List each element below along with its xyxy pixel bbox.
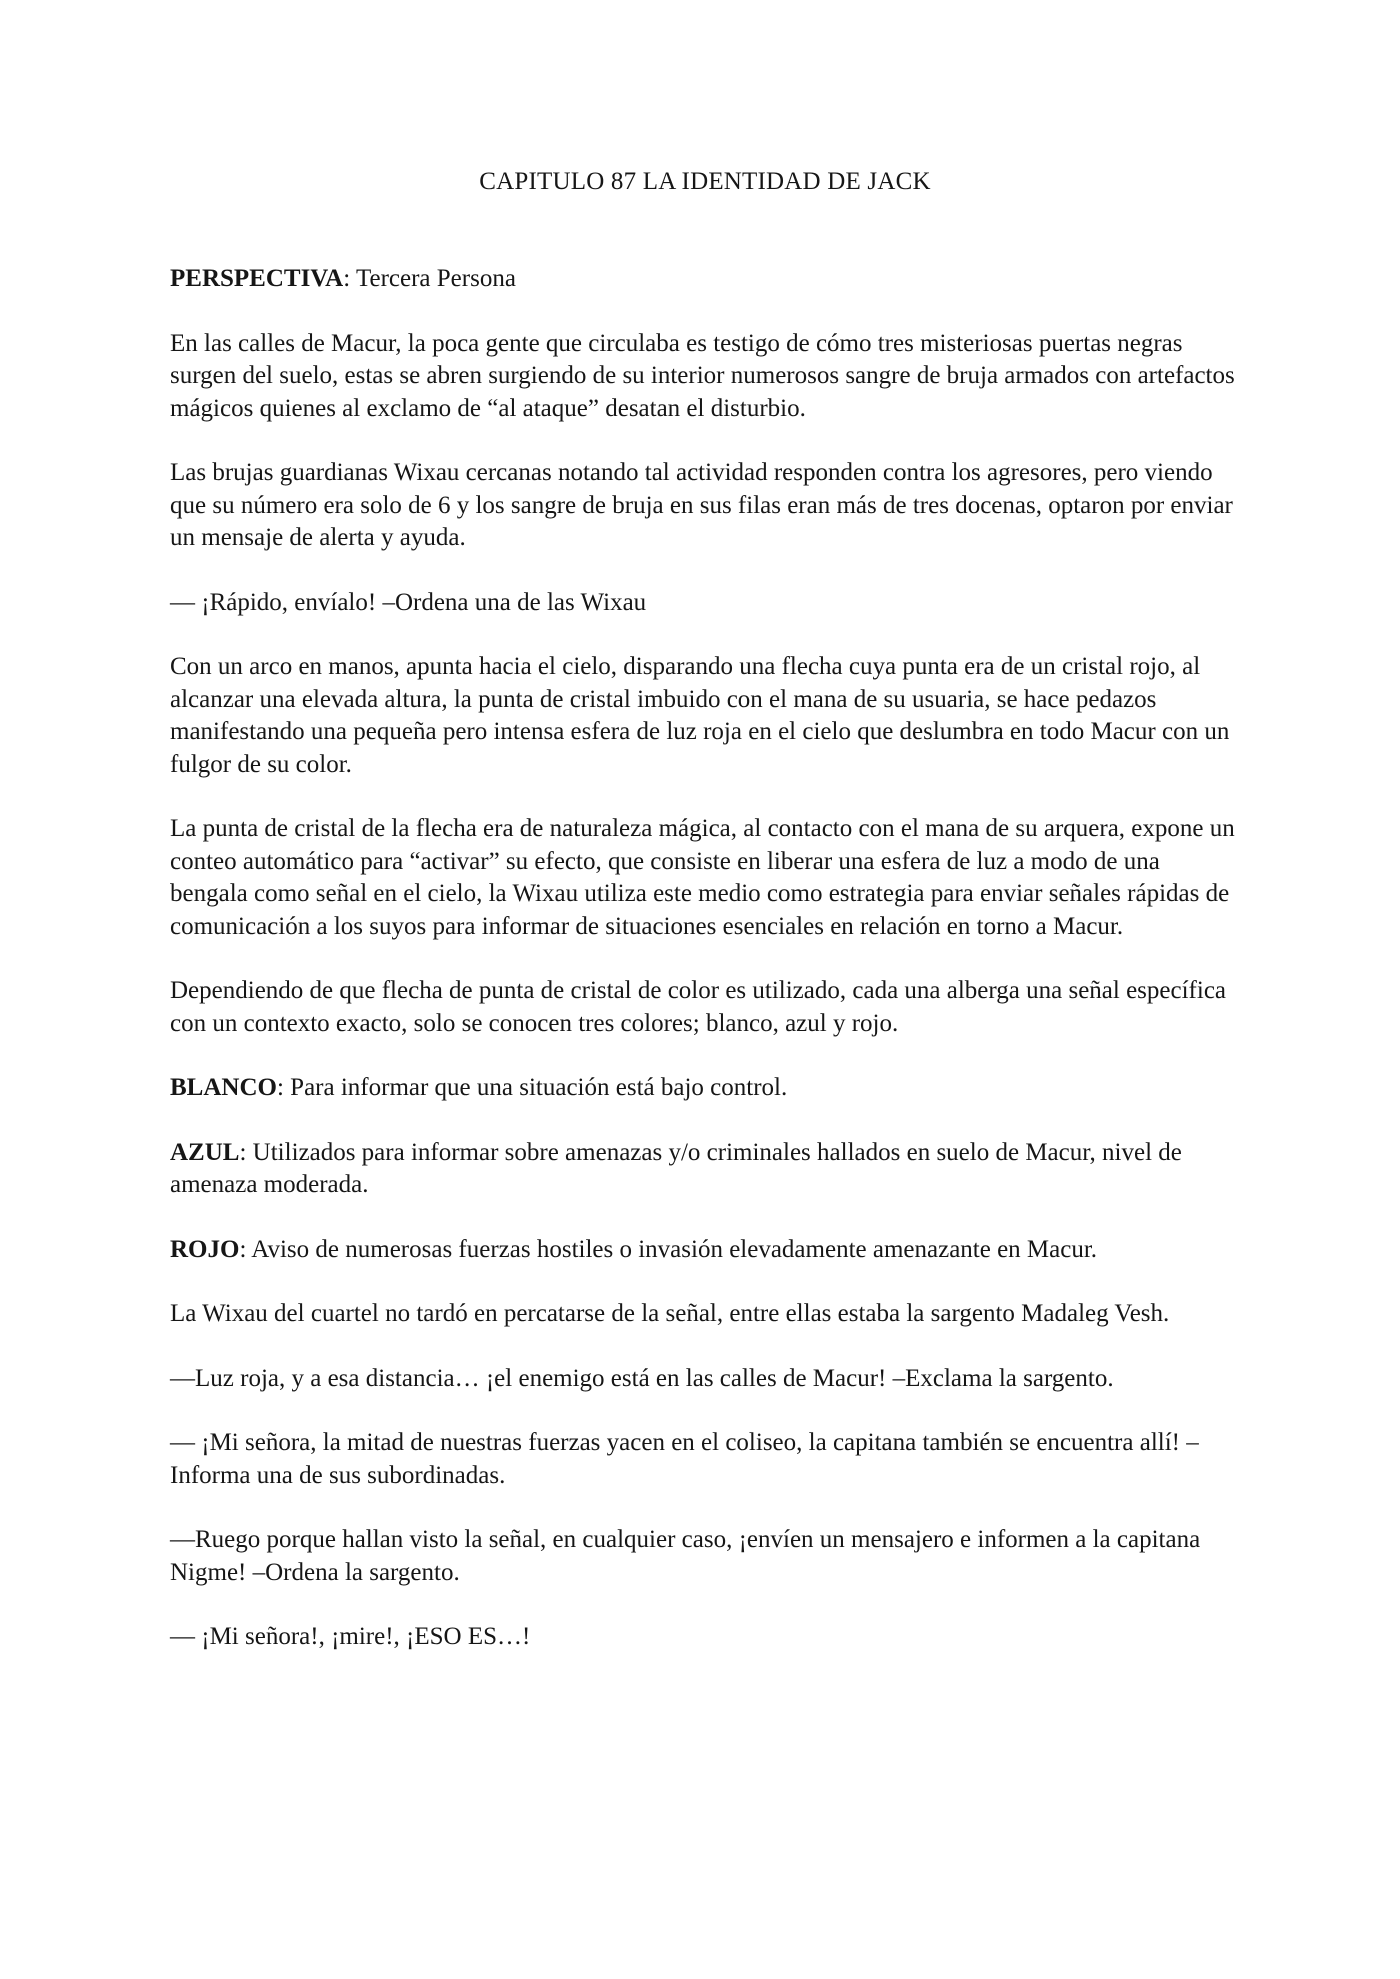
document-body bbox=[170, 263, 1240, 1686]
signal-text: Aviso de numerosas fuerzas hostiles o invasión elevadamente amenazante en Macur. bbox=[251, 1235, 1098, 1263]
dialogue-line: —Luz roja, y a esa distancia… ¡el enemigo está en las calles de Macur! –Exclama la sargento. bbox=[170, 1364, 1114, 1392]
perspective-value: Tercera Persona bbox=[355, 265, 516, 292]
paragraph: En las calles de Macur, la poca gente que circulaba es testigo de cómo tres misteriosas puertas negras surgen del suelo, estas se abren surgiendo de su interior numerosos sangre de bruja armados con artefactos mágicos quienes al exclamo de “al ataque” desatan el disturbio. bbox=[170, 329, 1235, 422]
paragraph: Dependiendo de que flecha de punta de cristal de color es utilizado, cada una alberga una señal específica con un contexto exacto, solo se conocen tres colores; blanco, azul y rojo. bbox=[170, 977, 1227, 1037]
chapter-title: CAPITULO 87 LA IDENTIDAD DE JACK bbox=[479, 168, 931, 195]
signal-definition: ROJO: Aviso de numerosas fuerzas hostiles o invasión elevadamente amenazante en Macur. bbox=[170, 1235, 1098, 1263]
signal-definition: AZUL: Utilizados para informar sobre amenazas y/o criminales hallados en suelo de Macur, nivel de amenaza moderada. bbox=[170, 1138, 1182, 1198]
signal-text: Para informar que una situación está bajo control. bbox=[290, 1074, 788, 1101]
paragraph: La Wixau del cuartel no tardó en percatarse de la señal, entre ellas estaba la sargento Madaleg Vesh. bbox=[170, 1300, 1170, 1327]
paragraph: La punta de cristal de la flecha era de naturaleza mágica, al contacto con el mana de su arquera, expone un conteo automático para “activar” su efecto, que consiste en liberar una esfera de luz a modo de una bengala como señal en el cielo, la Wixau utiliza este medio como estrategia para enviar señales rápidas de comunicación a los suyos para informar de situaciones esenciales en relación en torno a Macur. bbox=[170, 815, 1235, 940]
signal-label: AZUL bbox=[170, 1138, 240, 1166]
dialogue-line: —Ruego porque hallan visto la señal, en cualquier caso, ¡envíen un mensajero e informen a la capitana Nigme! –Ordena la sargento. bbox=[170, 1526, 1201, 1586]
signal-label: BLANCO bbox=[170, 1074, 277, 1101]
perspective-line: PERSPECTIVA: Tercera Persona bbox=[170, 265, 516, 292]
paragraph: Las brujas guardianas Wixau cercanas notando tal actividad responden contra los agresores, pero viendo que su número era solo de 6 y los sangre de bruja en sus filas eran más de tres docenas, optaron por enviar un mensaje de alerta y ayuda. bbox=[170, 459, 1233, 551]
signal-definition: BLANCO: Para informar que una situación está bajo control. bbox=[170, 1074, 788, 1101]
dialogue-line: — ¡Rápido, envíalo! –Ordena una de las Wixau bbox=[170, 588, 647, 616]
paragraph: Con un arco en manos, apunta hacia el cielo, disparando una flecha cuya punta era de un cristal rojo, al alcanzar una elevada altura, la punta de cristal imbuido con el mana de su usuaria, se hace pedazos manifestando una pequeña pero intensa esfera de luz roja en el cielo que deslumbra en todo Macur con un fulgor de su color. bbox=[170, 653, 1230, 778]
dialogue-line: — ¡Mi señora!, ¡mire!, ¡ESO ES…! bbox=[170, 1623, 531, 1650]
signal-text: Utilizados para informar sobre amenazas y/o criminales hallados en suelo de Macur, nivel de amenaza moderada. bbox=[170, 1138, 1182, 1198]
dialogue-line: — ¡Mi señora, la mitad de nuestras fuerzas yacen en el coliseo, la capitana también se encuentra allí! –Informa una de sus subordinadas. bbox=[170, 1429, 1199, 1489]
perspective-label: PERSPECTIVA bbox=[170, 265, 344, 292]
signal-label: ROJO bbox=[170, 1235, 240, 1263]
